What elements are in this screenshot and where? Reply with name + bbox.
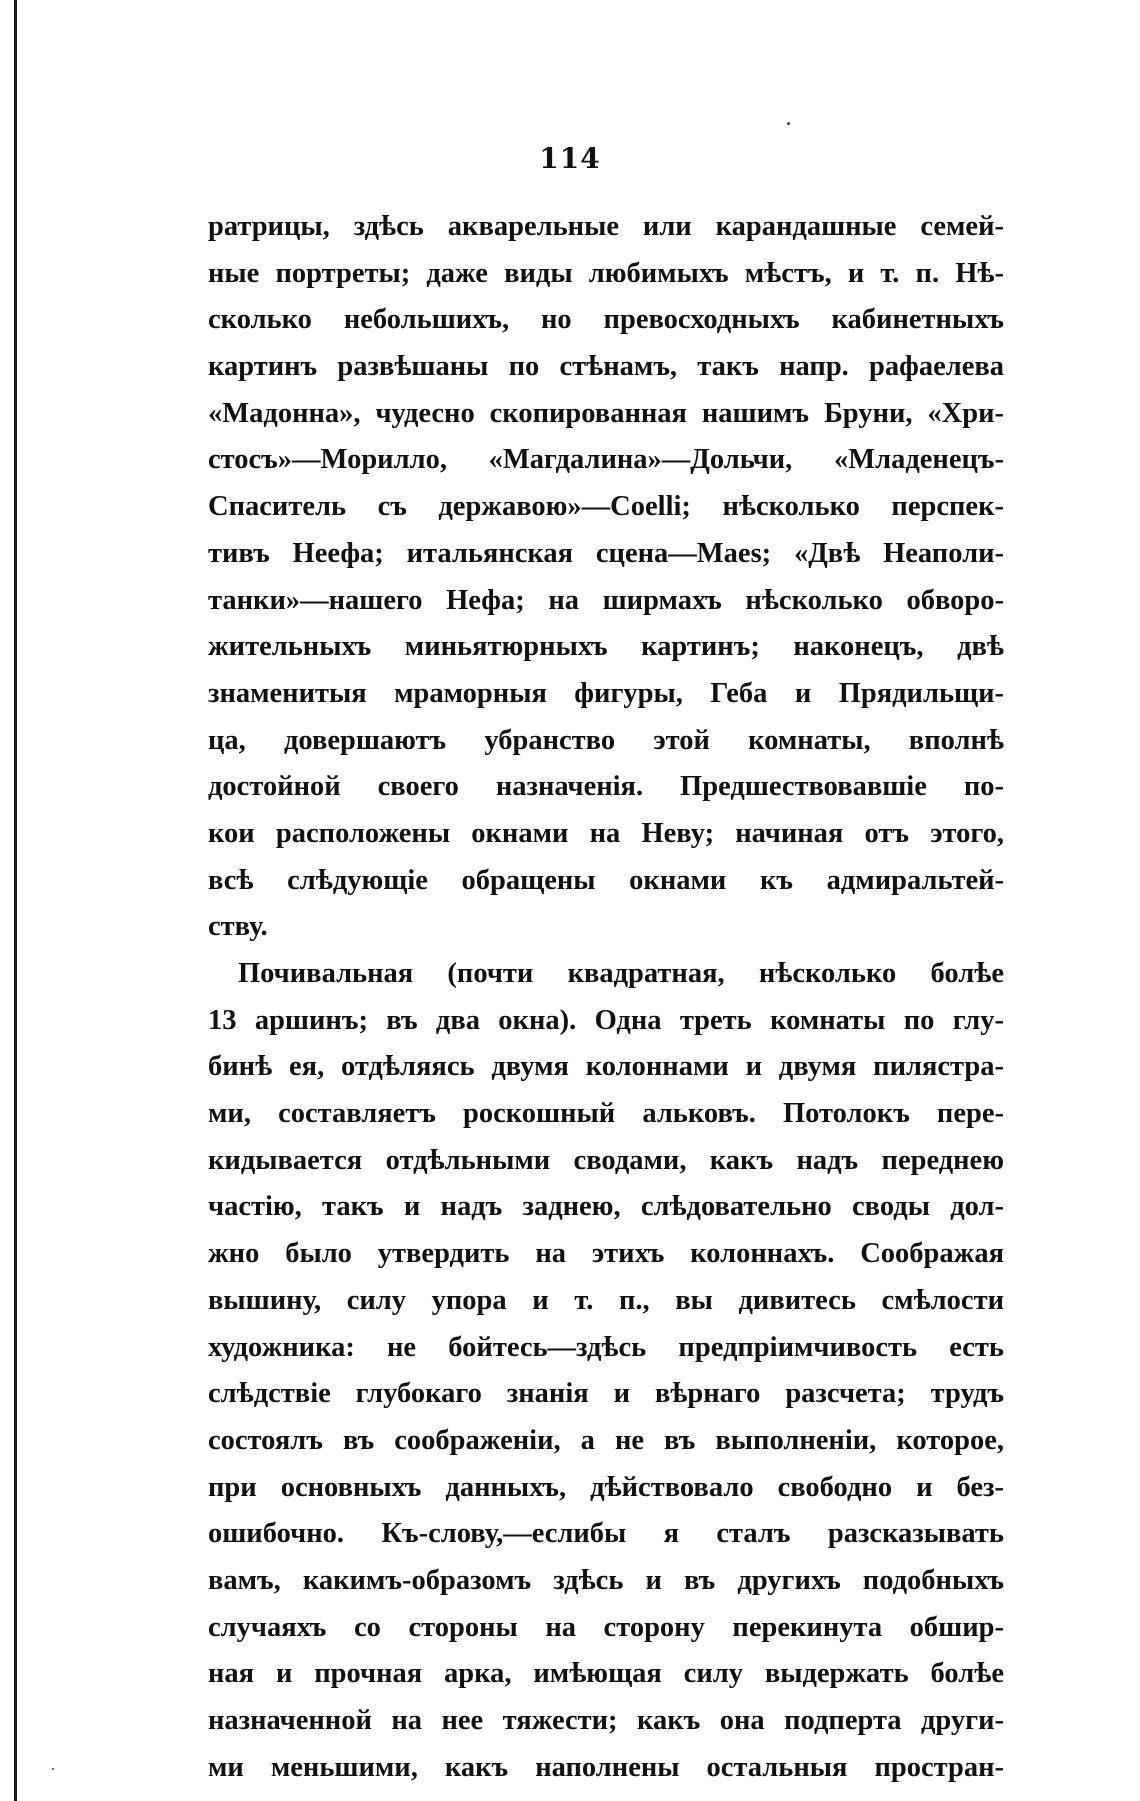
scan-speck	[52, 1768, 54, 1770]
text-line: вышину, силу упора и т. п., вы дивитесь смѣлости	[208, 1284, 1004, 1316]
text-line: ная и прочная арка, имѣющая силу выдержать болѣе	[208, 1658, 1004, 1690]
text-line: вамъ, какимъ-образомъ здѣсь и въ другихъ подобныхъ	[208, 1564, 1004, 1596]
text-line: «Мадонна», чудесно скопированная нашимъ Бруни, «Хри-	[208, 397, 1004, 429]
text-line: ошибочно. Къ-слову,—еслибы я сталъ разсказывать	[208, 1518, 1004, 1550]
text-line: художника: не бойтесь—здѣсь предпріимчивость есть	[208, 1331, 1004, 1363]
text-line: 13 аршинъ; въ два окна). Одна треть комнаты по глу-	[208, 1004, 1004, 1036]
text-line: Спаситель съ державою»—Coelli; нѣсколько перспек-	[208, 491, 1004, 523]
scan-border-line	[14, 0, 17, 1801]
text-line: кидывается отдѣльными сводами, какъ надъ переднею	[208, 1144, 1004, 1176]
text-line: ца, довершаютъ убранство этой комнаты, вполнѣ	[208, 724, 1004, 756]
text-line: Почивальная (почти квадратная, нѣсколько болѣе	[238, 958, 1004, 989]
text-line: бинѣ ея, отдѣляясь двумя колоннами и двумя пилястра-	[208, 1051, 1004, 1083]
text-line: стосъ»—Морилло, «Магдалина»—Дольчи, «Младенецъ-	[208, 444, 1004, 476]
text-line: достойной своего назначенія. Предшествовавшіе по-	[208, 771, 1004, 803]
text-line: ратрицы, здѣсь акварельные или карандашные семей-	[208, 211, 1004, 242]
text-line: частію, такъ и надъ заднею, слѣдовательно своды дол-	[208, 1191, 1004, 1223]
scan-speck	[787, 122, 790, 125]
text-line: всѣ слѣдующіе обращены окнами къ адмиральтей-	[208, 864, 1004, 896]
text-line: жительныхъ миньятюрныхъ картинъ; наконецъ, двѣ	[208, 631, 1004, 663]
text-line: слѣдствіе глубокаго знанія и вѣрнаго разсчета; трудъ	[208, 1378, 1004, 1410]
text-line: жно было утвердить на этихъ колоннахъ. Соображая	[208, 1238, 1004, 1270]
text-line: ми, составляетъ роскошный альковъ. Потолокъ пере-	[208, 1098, 1004, 1130]
text-line: сколько небольшихъ, но превосходныхъ кабинетныхъ	[208, 304, 1004, 336]
text-line: тивъ Неефа; итальянская сцена—Маеs; «Двѣ Неаполи-	[208, 537, 1004, 569]
text-line: танки»—нашего Нефа; на ширмахъ нѣсколько обворо-	[208, 584, 1004, 616]
page-number: 114	[539, 142, 601, 175]
text-line: картинъ развѣшаны по стѣнамъ, такъ напр. рафаелева	[208, 351, 1004, 383]
body-text	[208, 204, 1004, 1791]
text-line: состоялъ въ соображеніи, а не въ выполненіи, которое,	[208, 1424, 1004, 1456]
text-line: ству.	[208, 911, 268, 943]
text-line: случаяхъ со стороны на сторону перекинута обшир-	[208, 1611, 1004, 1643]
text-line: знаменитыя мраморныя фигуры, Геба и Прядильщи-	[208, 677, 1004, 709]
text-line: кои расположены окнами на Неву; начиная отъ этого,	[208, 817, 1004, 849]
text-line: ные портреты; даже виды любимыхъ мѣстъ, и т. п. Нѣ-	[208, 257, 1004, 289]
text-line: ми меньшими, какъ наполнены остальныя простран-	[208, 1751, 1004, 1783]
text-line: назначенной на нее тяжести; какъ она подперта други-	[208, 1705, 1004, 1736]
text-line: при основныхъ данныхъ, дѣйствовало свободно и без-	[208, 1471, 1004, 1503]
